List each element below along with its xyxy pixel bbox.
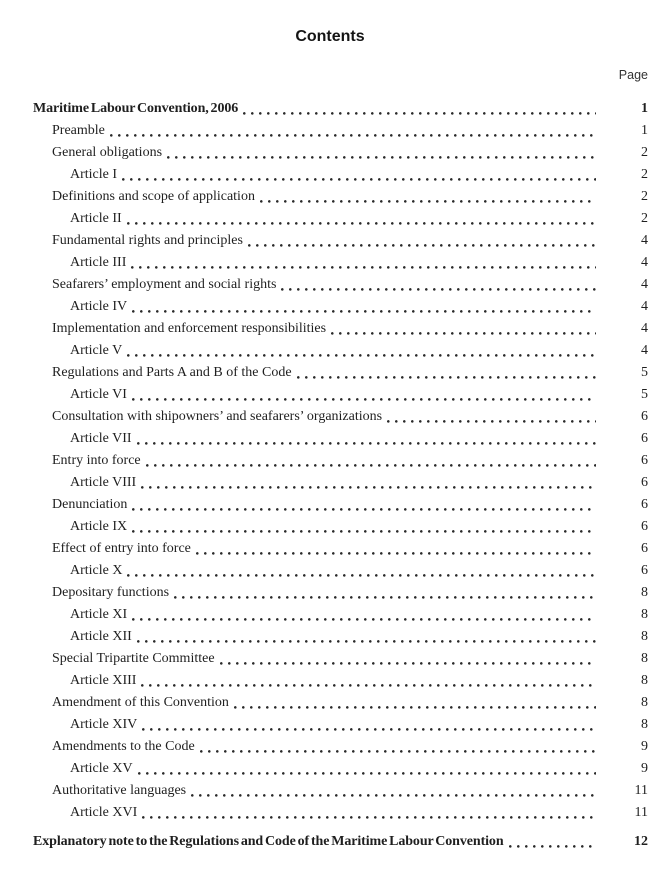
toc-entry-row	[33, 428, 648, 450]
dot-leader	[132, 530, 596, 533]
toc-entry-row	[33, 384, 648, 406]
dot-leader	[141, 486, 596, 489]
table-of-contents	[33, 98, 648, 853]
toc-entry-row	[33, 164, 648, 186]
toc-entry-page: 11	[634, 805, 648, 820]
toc-entry-row	[33, 736, 648, 758]
toc-entry-label: Amendment of this Convention	[52, 695, 229, 710]
dot-leader	[297, 376, 596, 379]
toc-entry-row	[33, 604, 648, 626]
toc-entry-label: Maritime Labour Convention, 2006	[33, 101, 239, 116]
toc-entry-row	[33, 670, 648, 692]
toc-entry-page: 5	[641, 387, 648, 402]
toc-entry-page: 8	[641, 629, 648, 644]
dot-leader	[127, 354, 596, 357]
toc-entry-label: Article XII	[70, 629, 132, 644]
toc-entry-page: 6	[641, 453, 648, 468]
toc-entry-label: Implementation and enforcement responsibilities	[52, 321, 327, 336]
dot-leader	[174, 596, 596, 599]
dot-leader	[191, 794, 596, 797]
toc-entry-page: 12	[634, 834, 648, 849]
toc-entry-label: Article VI	[70, 387, 127, 402]
toc-entry-label: Effect of entry into force	[52, 541, 191, 556]
toc-entry-label: Special Tripartite Committee	[52, 651, 215, 666]
toc-entry-page: 6	[641, 431, 648, 446]
toc-entry-label: General obligations	[52, 145, 163, 160]
toc-entry-page: 4	[641, 299, 648, 314]
toc-entry-page: 8	[641, 585, 648, 600]
toc-entry-page: 9	[641, 739, 648, 754]
toc-entry-page: 2	[641, 189, 648, 204]
dot-leader	[132, 508, 596, 511]
toc-entry-page: 1	[641, 101, 648, 116]
toc-entry-label: Definitions and scope of application	[52, 189, 255, 204]
toc-entry-label: Article V	[70, 343, 123, 358]
dot-leader	[234, 706, 596, 709]
toc-entry-label: Article XI	[70, 607, 128, 622]
toc-entry-row	[33, 362, 648, 384]
toc-entry-page: 6	[641, 519, 648, 534]
toc-entry-row	[33, 831, 648, 853]
toc-entry-page: 6	[641, 475, 648, 490]
dot-leader	[146, 464, 596, 467]
dot-leader	[281, 288, 596, 291]
toc-entry-row	[33, 450, 648, 472]
dot-leader	[131, 266, 596, 269]
dot-leader	[137, 442, 596, 445]
toc-entry-page: 4	[641, 343, 648, 358]
dot-leader	[138, 772, 596, 775]
toc-entry-row	[33, 692, 648, 714]
dot-leader	[110, 134, 596, 137]
toc-entry-row	[33, 582, 648, 604]
toc-entry-label: Amendments to the Code	[52, 739, 195, 754]
dot-leader	[220, 662, 596, 665]
toc-entry-page: 11	[634, 783, 648, 798]
toc-entry-label: Article XV	[70, 761, 133, 776]
toc-entry-label: Article I	[70, 167, 118, 182]
toc-entry-page: 4	[641, 321, 648, 336]
dot-leader	[509, 845, 596, 848]
dot-leader	[132, 310, 596, 313]
toc-entry-row	[33, 296, 648, 318]
toc-entry-label: Seafarers’ employment and social rights	[52, 277, 277, 292]
toc-entry-row	[33, 208, 648, 230]
toc-entry-label: Regulations and Parts A and B of the Code	[52, 365, 292, 380]
toc-entry-page: 2	[641, 167, 648, 182]
toc-entry-row	[33, 714, 648, 736]
dot-leader	[141, 684, 596, 687]
toc-entry-label: Article II	[70, 211, 122, 226]
toc-entry-row	[33, 340, 648, 362]
toc-entry-row	[33, 472, 648, 494]
toc-entry-row	[33, 560, 648, 582]
dot-leader	[387, 420, 596, 423]
toc-entry-label: Article XVI	[70, 805, 138, 820]
toc-entry-row	[33, 802, 648, 824]
dot-leader	[132, 618, 596, 621]
toc-entry-page: 8	[641, 607, 648, 622]
toc-entry-row	[33, 186, 648, 208]
toc-entry-row	[33, 252, 648, 274]
toc-entry-label: Denunciation	[52, 497, 128, 512]
toc-entry-page: 6	[641, 497, 648, 512]
toc-entry-page: 8	[641, 717, 648, 732]
toc-entry-label: Preamble	[52, 123, 105, 138]
toc-entry-page: 4	[641, 277, 648, 292]
page-title: Contents	[295, 28, 365, 45]
toc-entry-row	[33, 516, 648, 538]
toc-entry-row	[33, 318, 648, 340]
toc-entry-row	[33, 494, 648, 516]
toc-entry-page: 2	[641, 145, 648, 160]
toc-entry-label: Article IV	[70, 299, 128, 314]
toc-entry-label: Consultation with shipowners’ and seafarers’ organizations	[52, 409, 383, 424]
toc-entry-label: Depositary functions	[52, 585, 170, 600]
dot-leader	[200, 750, 596, 753]
dot-leader	[142, 816, 596, 819]
toc-entry-label: Article XIV	[70, 717, 138, 732]
toc-entry-page: 4	[641, 255, 648, 270]
dot-leader	[331, 332, 596, 335]
dot-leader	[142, 728, 596, 731]
toc-entry-row	[33, 98, 648, 120]
dot-leader	[132, 398, 596, 401]
toc-entry-row	[33, 648, 648, 670]
toc-entry-page: 8	[641, 695, 648, 710]
toc-entry-row	[33, 780, 648, 802]
toc-entry-label: Article III	[70, 255, 127, 270]
toc-entry-label: Article VIII	[70, 475, 137, 490]
toc-entry-row	[33, 626, 648, 648]
toc-entry-label: Entry into force	[52, 453, 141, 468]
toc-entry-page: 6	[641, 409, 648, 424]
dot-leader	[137, 640, 596, 643]
toc-entry-label: Article IX	[70, 519, 128, 534]
toc-entry-row	[33, 758, 648, 780]
toc-entry-page: 9	[641, 761, 648, 776]
toc-entry-row	[33, 538, 648, 560]
page-column-label: Page	[618, 68, 648, 82]
toc-entry-label: Article VII	[70, 431, 132, 446]
dot-leader	[243, 112, 596, 115]
dot-leader	[127, 574, 596, 577]
dot-leader	[122, 178, 596, 181]
dot-leader	[260, 200, 596, 203]
dot-leader	[167, 156, 596, 159]
toc-entry-page: 2	[641, 211, 648, 226]
dot-leader	[248, 244, 596, 247]
toc-entry-label: Fundamental rights and principles	[52, 233, 243, 248]
dot-leader	[196, 552, 596, 555]
toc-entry-label: Authoritative languages	[52, 783, 187, 798]
dot-leader	[127, 222, 596, 225]
toc-entry-page: 4	[641, 233, 648, 248]
toc-entry-row	[33, 274, 648, 296]
toc-entry-row	[33, 120, 648, 142]
toc-entry-page: 5	[641, 365, 648, 380]
toc-entry-page: 1	[641, 123, 648, 138]
toc-entry-label: Article XIII	[70, 673, 137, 688]
toc-entry-row	[33, 406, 648, 428]
toc-entry-page: 6	[641, 541, 648, 556]
toc-entry-page: 6	[641, 563, 648, 578]
toc-entry-row	[33, 230, 648, 252]
toc-entry-label: Article X	[70, 563, 123, 578]
toc-entry-label: Explanatory note to the Regulations and Code of the Maritime Labour Convention	[33, 834, 504, 849]
toc-entry-page: 8	[641, 651, 648, 666]
toc-entry-page: 8	[641, 673, 648, 688]
toc-entry-row	[33, 142, 648, 164]
